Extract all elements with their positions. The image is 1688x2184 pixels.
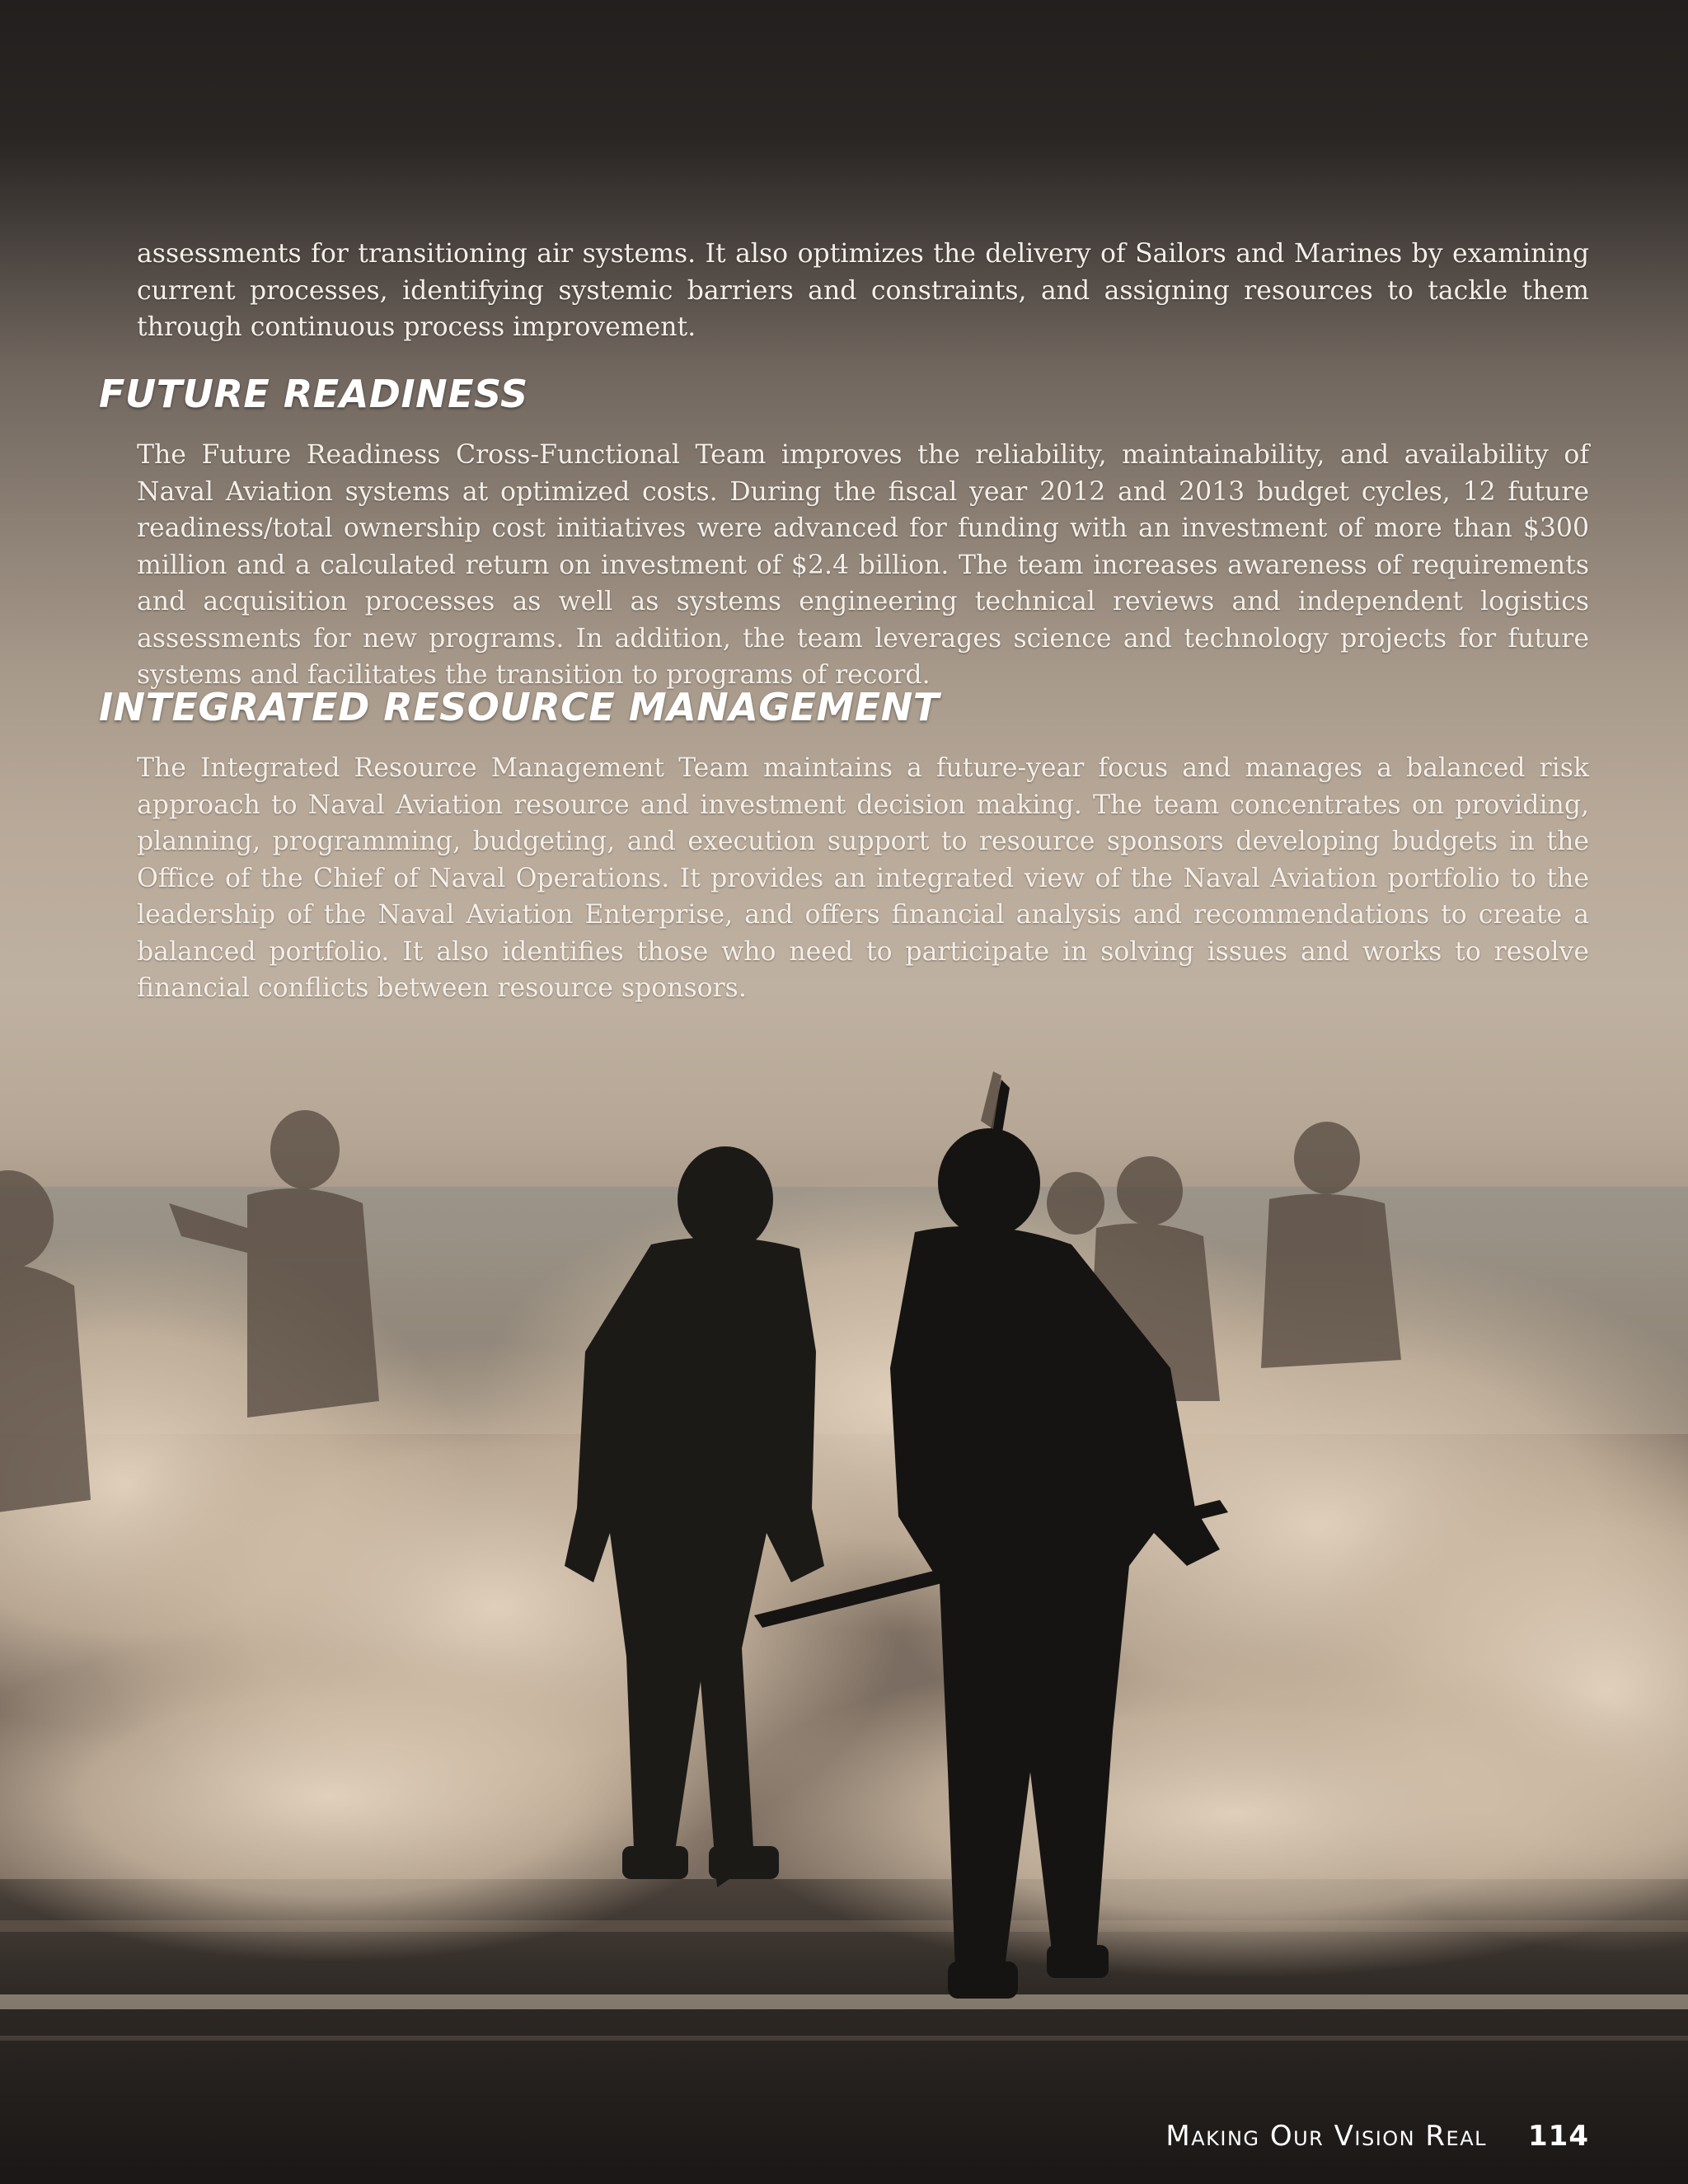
future-readiness-paragraph: The Future Readiness Cross-Functional Team improves the reliability, maintainability, and availability of Naval Aviation systems at optimized costs. During the fiscal year 2012 and 2013 budget cycles, 12 future readiness/total ownership cost initiatives were advanced for funding with an investment of more than $300 million and a calculated return on investment of $2.4 billion. The team increases awareness of requirements and acquisition processes as well as systems engineering technical reviews and independent logistics assessments for new programs. In addition, the team leverages science and technology projects for future systems and facilitates the transition to programs of record. [137,440,1589,690]
heading-future-readiness: FUTURE READINESS [99,372,528,416]
heading-integrated-resource-management: INTEGRATED RESOURCE MANAGEMENT [99,685,940,729]
integrated-resource-management-paragraph: The Integrated Resource Management Team maintains a future-year focus and manages a balanced risk approach to Naval Aviation resource and investment decision making. The team concentrates on providing, planning, programming, budgeting, and execution support to resource sponsors developing budgets in the Office of the Chief of Naval Operations. It provides an integrated view of the Naval Aviation portfolio to the leadership of the Naval Aviation Enterprise, and offers financial analysis and recommendations to create a balanced portfolio. It also identifies those who need to participate in solving issues and works to resolve financial conflicts between resource sponsors. [137,753,1589,1003]
page-footer [1165,2118,1589,2154]
page-number: 114 [1528,2120,1589,2153]
footer-title: Making Our Vision Real [1165,2120,1488,2153]
intro-paragraph: assessments for transitioning air systems. It also optimizes the delivery of Sailors and Marines by examining current processes, identifying systemic barriers and constraints, and assigning resources to tackle them through continuous process improvement. [137,239,1589,342]
